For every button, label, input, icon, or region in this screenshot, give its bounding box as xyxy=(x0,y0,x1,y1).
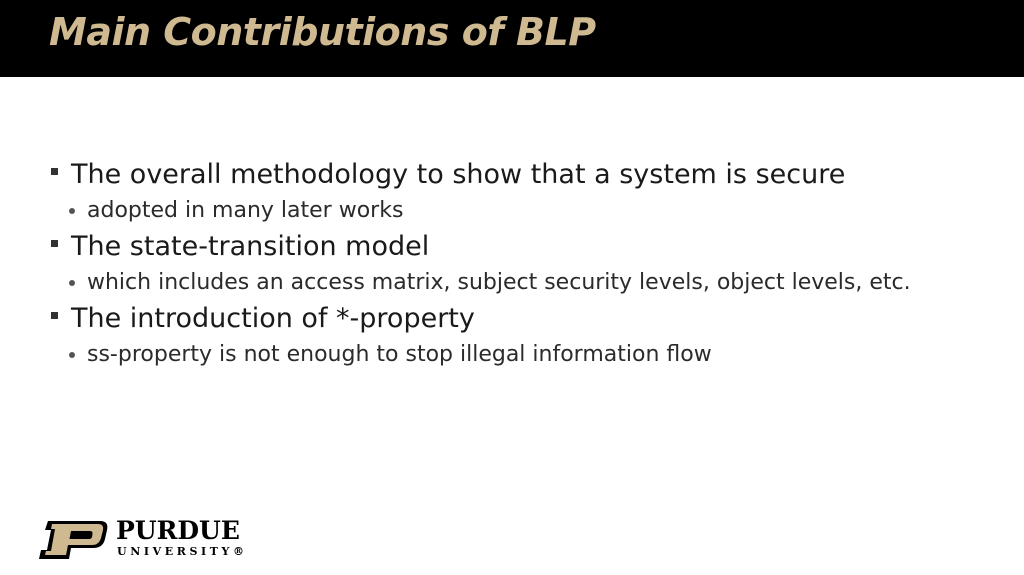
bullet-text: The introduction of *-property xyxy=(71,303,475,334)
title-bar xyxy=(0,0,1024,77)
bullet-text: The overall methodology to show that a system is secure xyxy=(71,159,846,190)
sub-bullet-text: which includes an access matrix, subject security levels, object levels, etc. xyxy=(87,270,911,295)
bullet-item xyxy=(48,299,988,339)
dot-bullet-icon xyxy=(69,280,75,286)
sub-bullet-item xyxy=(48,339,988,371)
square-bullet-icon xyxy=(51,240,58,247)
sub-bullet-item xyxy=(48,267,988,299)
purdue-logo xyxy=(38,518,258,562)
bullet-list xyxy=(48,155,988,371)
square-bullet-icon xyxy=(51,312,58,319)
purdue-p-icon xyxy=(38,520,110,560)
sub-bullet-text: adopted in many later works xyxy=(87,198,404,223)
logo-subtitle: UNIVERSITY® xyxy=(117,545,248,558)
slide-title: Main Contributions of BLP xyxy=(49,10,596,54)
dot-bullet-icon xyxy=(69,208,75,214)
bullet-item xyxy=(48,227,988,267)
logo-wordmark: PURDUE xyxy=(116,516,240,545)
bullet-text: The state-transition model xyxy=(71,231,430,262)
dot-bullet-icon xyxy=(69,352,75,358)
bullet-item xyxy=(48,155,988,195)
square-bullet-icon xyxy=(51,168,58,175)
sub-bullet-text: ss-property is not enough to stop illegal information flow xyxy=(87,342,712,367)
sub-bullet-item xyxy=(48,195,988,227)
